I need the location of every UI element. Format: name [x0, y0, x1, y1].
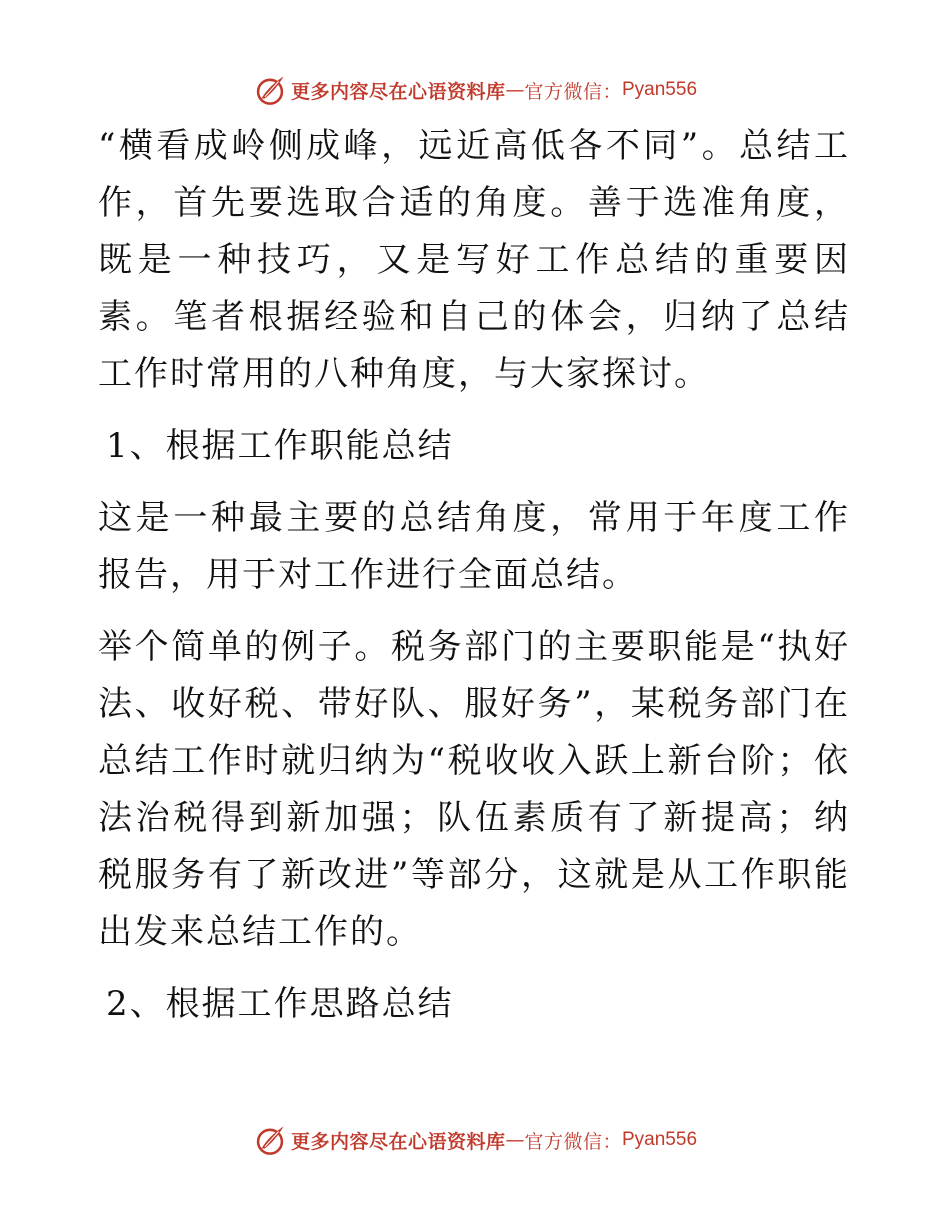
banner-dash: —: [505, 79, 525, 101]
document-body: [98, 118, 850, 1033]
intro-paragraph: “横看成岭侧成峰，远近高低各不同”。总结工作，首先要选取合适的角度。善于选准角度，既是一种技巧，又是写好工作总结的重要因素。笔者根据经验和自己的体会，归纳了总结工作时常用的八种角度，与大家探讨。: [98, 126, 850, 394]
header-banner: [0, 70, 950, 110]
banner-brand-text: 更多内容尽在心语资料库: [290, 1130, 506, 1153]
banner-brand-text: 更多内容尽在心语资料库: [290, 80, 506, 103]
footer-banner: [0, 1120, 950, 1160]
banner-contact-handle: Pyan556: [622, 79, 698, 100]
banner-contact-handle: Pyan556: [622, 1129, 698, 1150]
section-1-paragraph-1: 这是一种最主要的总结角度，常用于年度工作报告，用于对工作进行全面总结。: [98, 498, 850, 595]
banner-dash: —: [505, 1129, 525, 1151]
banner-contact-label: 官方微信：: [524, 80, 622, 103]
section-1-heading: 1、根据工作职能总结: [106, 426, 454, 466]
feather-pen-logo-icon: [253, 1123, 287, 1157]
banner-contact-label: 官方微信：: [524, 1130, 622, 1153]
feather-pen-logo-icon: [253, 73, 287, 107]
section-1-paragraph-2: 举个简单的例子。税务部门的主要职能是“执好法、收好税、带好队、服好务”，某税务部门在总结工作时就归纳为“税收收入跃上新台阶；依法治税得到新加强；队伍素质有了新提高；纳税服务有了新改进”等部分，这就是从工作职能出发来总结工作的。: [98, 627, 850, 952]
section-2-heading: 2、根据工作思路总结: [106, 984, 454, 1024]
